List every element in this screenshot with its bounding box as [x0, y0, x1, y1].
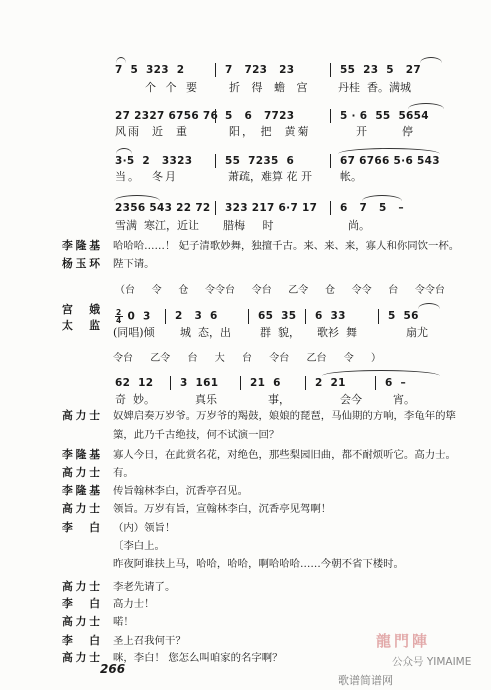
stage-direction: [62, 538, 472, 554]
dialogue-line: [62, 501, 472, 517]
dialogue-text: 高力士！: [113, 598, 155, 610]
speaker-name: 高力士: [62, 651, 100, 664]
speaker-name: 高力士: [62, 466, 100, 479]
measure-notes: 62 12: [115, 377, 154, 389]
percussion-syllable: 台: [242, 353, 252, 364]
measure-lyrics: 阳， 把 黄菊: [229, 125, 311, 138]
notation-line: [113, 63, 443, 77]
measure-notes: 5 6 7723: [215, 109, 330, 123]
dialogue-text: 昨夜阿谁扶上马，哈哈，哈哈，啊哈哈哈……今朝不省下楼时。: [113, 558, 404, 570]
measure-lyrics: 尚。: [348, 219, 370, 232]
measure-lyrics: 真乐: [195, 393, 217, 406]
dialogue-line: [62, 579, 472, 595]
measure-notes: [113, 309, 165, 324]
measure-lyrics: 腊梅 时: [223, 219, 274, 232]
dialogue-text: 咪，李白！ 您怎么叫咱家的名字啊？: [113, 652, 283, 664]
dialogue-line: [62, 408, 472, 424]
measure-lyrics: 帐。: [340, 170, 362, 183]
measure-notes: 5 · 6 55 5654: [330, 109, 443, 123]
dialogue-text: 李老先请了。: [113, 581, 176, 593]
singer-label: [62, 318, 102, 334]
measure-lyrics: 扇尤: [406, 326, 428, 339]
percussion-syllable: 仓: [178, 285, 189, 296]
measure-lyrics: 雪满 寒江，近让: [115, 219, 199, 232]
measure-notes: 2356 543 22 72: [115, 202, 211, 214]
notation-line: [113, 309, 443, 323]
measure-notes: 6 33: [305, 309, 378, 324]
percussion-syllable: 令台: [113, 353, 133, 364]
percussion-line: [115, 284, 445, 298]
measure-notes: 2 21: [305, 376, 375, 390]
measure-notes: 67 6766 5·6 543: [330, 154, 443, 168]
dialogue-line: [62, 520, 472, 536]
measure-notes: 7 723 23: [215, 63, 330, 77]
percussion-syllable: 令令: [351, 285, 372, 296]
notation-line: [113, 201, 443, 215]
dialogue-line: [62, 238, 472, 254]
speaker-name: 李隆基: [62, 239, 100, 252]
speaker-name: 宫 娥: [62, 303, 100, 316]
measure-lyrics: 个 个 要: [145, 81, 200, 94]
percussion-syllable: 乙令: [288, 285, 309, 296]
measure-lyrics: 当。 冬月: [115, 170, 178, 183]
dialogue-text: （内）领旨！: [113, 522, 176, 534]
measure-notes: 55 7235 6: [215, 154, 330, 168]
time-signature: [115, 309, 123, 324]
dialogue-line: [62, 596, 472, 612]
lyrics-line: [113, 169, 443, 184]
dialogue-text: 寡人今日，在此赏名花，对绝色，那些梨园旧曲，都不耐烦听它。高力士。: [113, 449, 456, 461]
dialogue-text: 传旨翰林李白，沉香亭召见。: [113, 485, 249, 497]
percussion-syllable: 令台: [251, 285, 272, 296]
watermark-logo: 龍門陣: [376, 632, 431, 650]
speaker-name: 李隆基: [62, 484, 100, 497]
measure-lyrics: 事，: [268, 393, 290, 406]
percussion-syllable: 台: [187, 353, 198, 364]
notation-line: [113, 109, 443, 123]
percussion-syllable: 仓: [324, 285, 335, 296]
measure-notes: 3·5 2 3323: [115, 155, 193, 167]
lyrics-line: [113, 124, 443, 139]
measure-notes: 6 –: [375, 376, 443, 390]
page-number: 266: [100, 662, 126, 676]
dialogue-text: 篥，此乃千古绝技，何不试演一回？: [113, 429, 280, 441]
dialogue-line: [62, 614, 472, 630]
time-signature-denominator: 4: [116, 316, 122, 325]
singer-label: [62, 302, 102, 318]
dialogue-text: 〔李白上。: [113, 540, 165, 552]
notation-line: [113, 154, 443, 168]
dialogue-text: 哈哈哈……！ 妃子清歌妙舞，独擅千古。来、来、来，寡人和你同饮一杯。: [113, 240, 460, 252]
dialogue-text: 领旨。万岁有旨，宣翰林李白，沉香亭见驾啊！: [113, 503, 332, 515]
measure-notes: 21 6: [240, 376, 305, 390]
percussion-syllable: 乙令: [150, 353, 171, 364]
percussion-syllable: 乙台: [306, 353, 327, 364]
speaker-name: 李 白: [62, 597, 100, 610]
watermark-site: 歌谱简谱网: [338, 674, 393, 687]
percussion-syllable: 令令台: [414, 285, 445, 296]
measure-notes: 2 3 6: [165, 309, 248, 324]
speaker-name: 杨玉环: [62, 257, 100, 270]
lyrics-line: [113, 325, 443, 340]
dialogue-line: [62, 427, 472, 443]
dialogue-text: 有。: [113, 467, 134, 479]
speaker-name: 太 监: [62, 319, 100, 332]
measure-lyrics: 风雨 近 重: [115, 125, 189, 138]
lyrics-line: [113, 80, 443, 95]
measure-lyrics: 宵。: [393, 393, 415, 406]
percussion-syllable: 令: [343, 353, 354, 364]
watermark-account: 公众号 YIMAIME: [392, 656, 472, 668]
percussion-syllable: 大: [214, 353, 225, 364]
dialogue-text: 圣上召我何干？: [113, 635, 186, 647]
measure-lyrics: 城 态，出: [180, 326, 231, 339]
measure-lyrics: 奇 妙。: [115, 393, 155, 406]
measure-notes: 323 217 6·7 17: [215, 201, 330, 215]
measure-lyrics: 群 貌，: [260, 326, 300, 339]
speaker-name: 高力士: [62, 615, 100, 628]
speaker-name: 李 白: [62, 634, 100, 647]
measure-lyrics: 折 得 蟾 宫: [229, 81, 312, 94]
dialogue-line: [62, 556, 472, 572]
dialogue-line: [62, 256, 472, 272]
measure-lyrics: 萧疏，难算 花 开: [228, 170, 312, 183]
measure-lyrics: 丹桂 香。满城: [338, 81, 411, 94]
measure-notes: 7 5 323 2: [115, 64, 185, 76]
dialogue-text: 奴婢启奏万岁爷。万岁爷的羯鼓，娘娘的琵琶，马仙期的方响，李龟年的筚: [113, 410, 456, 422]
dialogue-text: 喏！: [113, 616, 134, 628]
percussion-syllable: 台: [388, 285, 399, 296]
measure-notes: 6 7 5 –: [330, 201, 443, 215]
percussion-syllable: 令: [151, 285, 162, 296]
dialogue-line: [62, 483, 472, 499]
dialogue-line: [62, 465, 472, 481]
percussion-syllable: 令台: [269, 353, 290, 364]
lyrics-line: [113, 392, 443, 407]
dialogue-text: 陛下请。: [113, 258, 155, 270]
percussion-syllable: ）: [371, 353, 381, 364]
notation-line: [113, 376, 443, 390]
percussion-line: [113, 352, 381, 366]
measure-notes: 5 56: [378, 309, 443, 324]
measure-notes-text: 0 3: [127, 310, 151, 323]
lyrics-line: [113, 218, 443, 233]
measure-notes: 27 2327 6756 76: [115, 110, 219, 122]
dialogue-line: [62, 447, 472, 463]
measure-notes: 3 161: [170, 376, 240, 390]
measure-lyrics: 歌衫 舞: [317, 326, 357, 339]
measure-lyrics: 开 停: [356, 125, 415, 138]
percussion-syllable: （台: [115, 285, 135, 296]
percussion-syllable: 令令台: [204, 285, 235, 296]
speaker-name: 高力士: [62, 502, 100, 515]
speaker-name: 李隆基: [62, 448, 100, 461]
time-signature-numerator: 2: [116, 308, 122, 317]
measure-notes: 55 23 5 27: [330, 63, 443, 77]
measure-notes: 65 35: [248, 309, 305, 324]
speaker-name: 高力士: [62, 580, 100, 593]
speaker-name: 李 白: [62, 521, 100, 534]
measure-lyrics: 会今: [340, 393, 362, 406]
speaker-name: 高力士: [62, 409, 100, 422]
measure-lyrics: (同唱)倾: [113, 326, 155, 339]
